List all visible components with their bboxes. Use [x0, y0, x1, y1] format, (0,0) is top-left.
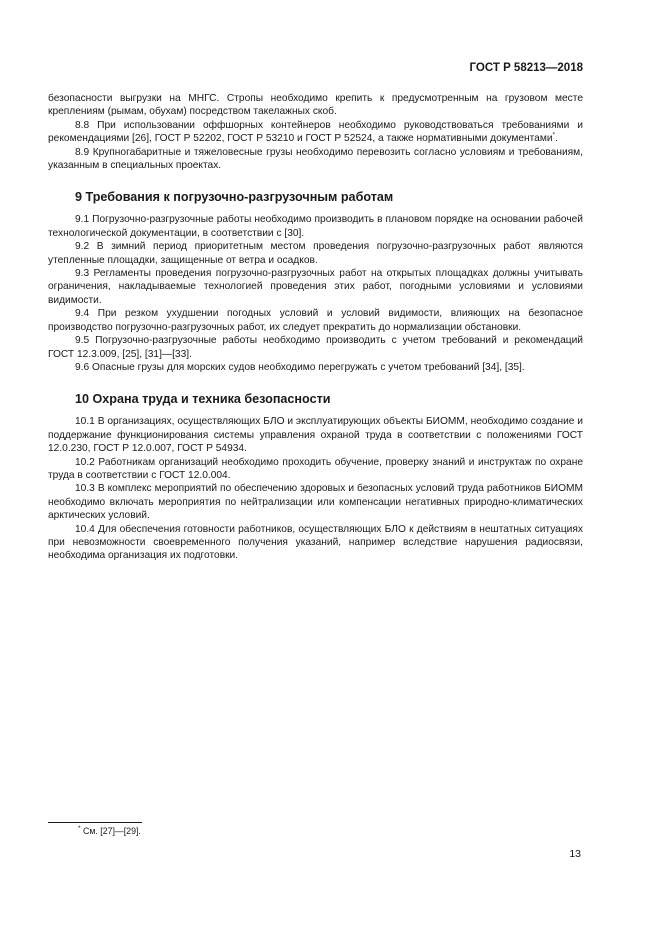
paragraph-10-3: 10.3 В комплекс мероприятий по обеспечению здоровых и безопасных условий труда работников БИОММ необходимо включать мероприятия по нейтрализации или компенсации негативных природно-климатических арктических условий. [48, 483, 583, 522]
footnote-mark: * [78, 825, 81, 833]
section-9-heading: 9 Требования к погрузочно-разгрузочным работам [75, 190, 394, 205]
section-10-heading: 10 Охрана труда и техника безопасности [75, 392, 331, 407]
paragraph-9-5: 9.5 Погрузочно-разгрузочные работы необходимо производить с учетом требований и рекомендаций ГОСТ 12.3.009, [25], [31]—[33]. [48, 335, 583, 360]
paragraph-8-8-text: 8.8 При использовании оффшорных контейнеров необходимо руководствоваться требованиями и рекомендациями [26], ГОСТ Р 52202, ГОСТ Р 53210 и ГОСТ Р 52524, а также нормативными документами [48, 119, 583, 145]
footnote [78, 826, 141, 836]
paragraph-9-6: 9.6 Опасные грузы для морских судов необходимо перегружать с учетом требований [34], [35]. [75, 361, 525, 373]
paragraph-8-9: 8.9 Крупногабаритные и тяжеловесные грузы необходимо перевозить согласно условиям и требованиям, указанным в специальных проектах. [48, 146, 583, 172]
standard-code-header: ГОСТ Р 58213—2018 [469, 62, 583, 74]
paragraph-continuation: безопасности выгрузки на МНГС. Стропы необходимо крепить к предусмотренным на грузовом месте креплениям (рымам, обухам) посредством такелажных скоб. [48, 93, 583, 118]
footnote-text: См. [27]—[29]. [80, 826, 141, 836]
paragraph-10-4: 10.4 Для обеспечения готовности работников, осуществляющих БЛО к действиям в нештатных ситуациях при невозможности своевременного получения указаний, например вследствие нарушения радиосвязи, необходима организация их подготовки. [48, 523, 583, 562]
paragraph-9-1: 9.1 Погрузочно-разгрузочные работы необходимо производить в плановом порядке на основании рабочей технологической документации, в соответствии с [30]. [48, 214, 583, 239]
paragraph-10-1: 10.1 В организациях, осуществляющих БЛО и эксплуатирующих объекты БИОММ, необходимо создание и поддержание функционирования системы управления охраной труда в соответствии с положениями ГОСТ 12.0.230, ГОСТ Р 12.0.007, ГОСТ Р 54934. [48, 416, 583, 455]
paragraph-9-2: 9.2 В зимний период приоритетным местом проведения погрузочно-разгрузочных работ являются утепленные площадки, защищенные от ветра и осадков. [48, 241, 583, 266]
paragraph-10-2: 10.2 Работникам организаций необходимо проходить обучение, проверку знаний и инструктаж по охране труда в соответствии с ГОСТ 12.0.004. [48, 456, 583, 481]
paragraph-8-8 [48, 119, 583, 146]
footnote-ref-mark: * [552, 131, 556, 139]
paragraph-9-3: 9.3 Регламенты проведения погрузочно-разгрузочных работ на открытых площадках должны учитывать ограничения, накладываемые технологией проведения этих работ, погодными условиями и условиями видимости. [48, 268, 583, 306]
footnote-divider [48, 822, 142, 823]
paragraph-9-4: 9.4 При резком ухудшении погодных условий и условий видимости, влияющих на безопасное производство погрузочно-разгрузочных работ, их следует прекратить до нормализации обстановки. [48, 308, 583, 333]
page-number: 13 [569, 848, 581, 860]
paragraph-8-8-end: . [555, 133, 558, 145]
document-body [48, 92, 583, 563]
